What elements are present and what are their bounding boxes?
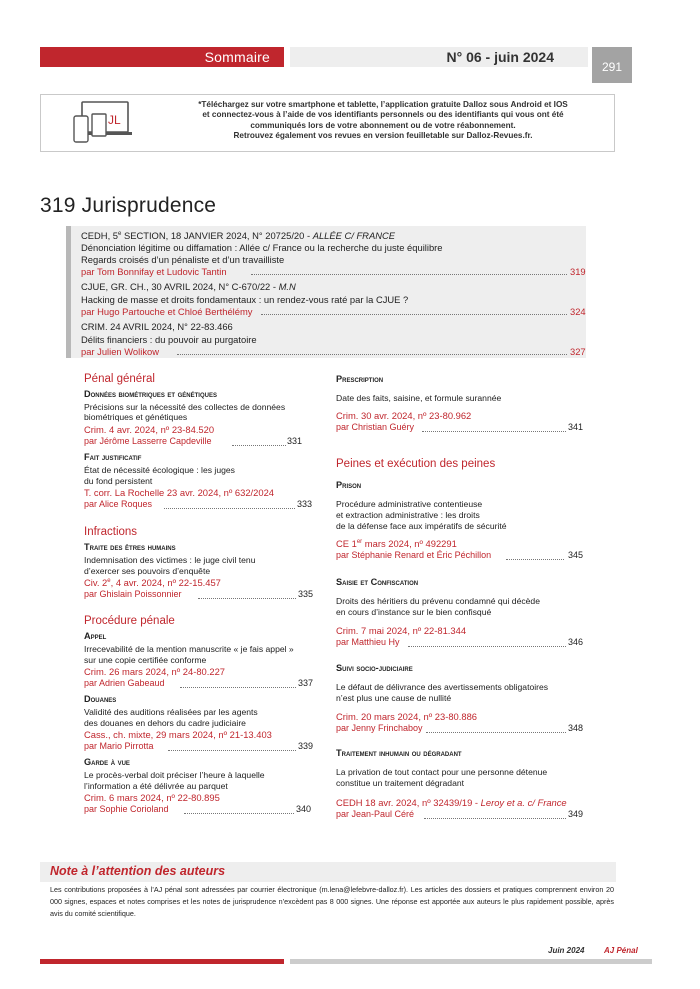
topic-description: l’information a été délivrée au parquet [84,781,228,791]
article-author[interactable]: par Jérôme Lasserre Capdeville [84,436,212,446]
topic-description: biométriques et génétiques [84,412,188,422]
footer-month: Juin 2024 [548,946,585,955]
footer-bar [290,959,652,964]
app-promo-text [160,100,606,142]
topic-heading: Prescription [336,374,384,384]
article-page[interactable]: 337 [298,678,314,688]
topic-heading: Garde à vue [84,757,130,767]
dot-leader [164,508,295,509]
article-title: Dénonciation légitime ou diffamation : Allée c/ France ou la recherche du juste équilibre [81,242,443,253]
topic-description: constitue un traitement dégradant [336,778,465,788]
case-reference: CRIM. 24 AVRIL 2024, N° 22-83.466 [81,321,233,332]
page-number: 291 [592,47,632,83]
article-author[interactable]: par Christian Guéry [336,422,415,432]
article-page[interactable]: 335 [298,589,314,599]
dot-leader [232,445,286,446]
article-page[interactable]: 341 [568,422,584,432]
article-author[interactable]: par Alice Roques [84,499,153,509]
promo-line: et connectez-vous à l’aide de vos identifiants personnels ou des identifiants qui vous ont été [202,110,564,120]
dot-leader [408,646,566,647]
topic-description: et extraction administrative : les droits [336,510,480,520]
topic-heading: Saisie et Confiscation [336,577,419,587]
court-reference: Crim. 20 mars 2024, nº 23-80.886 [336,711,477,722]
article-author[interactable]: par Hugo Partouche et Chloé Berthélémy [81,306,253,317]
topic-description: Procédure administrative contentieuse [336,499,483,509]
topic-heading: Appel [84,631,107,641]
promo-line: communiqués lors de votre abonnement ou de votre réabonnement. [250,120,516,130]
dot-leader [180,687,296,688]
topic-heading: Douanes [84,694,117,704]
court-reference: Crim. 7 mai 2024, nº 22-81.344 [336,625,467,636]
svg-text:JL: JL [108,113,121,127]
topic-description: du fond persistent [84,476,153,486]
dot-leader [251,274,567,275]
case-reference: CEDH, 5e SECTION, 18 JANVIER 2024, N° 20725/20 - ALLÉE C/ FRANCE [81,230,396,242]
article-page[interactable]: 331 [287,436,303,446]
article-author[interactable]: par Matthieu Hy [336,637,400,647]
article-author[interactable]: par Sophie Corioland [84,804,169,814]
dot-leader [426,732,566,733]
article-page[interactable]: 349 [568,809,584,819]
topic-description: des douanes en dehors du cadre judiciaire [84,718,246,728]
topic-description: La privation de tout contact pour une personne détenue [336,767,548,777]
topic-heading: Traite des êtres humains [84,542,176,552]
note-title: Note à l’attention des auteurs [50,864,226,878]
topic-description: Le défaut de délivrance des avertissements obligatoires [336,682,549,692]
category-penal-general: Pénal général [84,373,155,385]
article-author[interactable]: par Tom Bonnifay et Ludovic Tantin [81,266,227,277]
devices-icon [72,100,132,144]
dot-leader [198,598,296,599]
promo-line: *Téléchargez sur votre smartphone et tablette, l’application gratuite Dalloz sous Android et IOS [198,100,568,109]
article-page[interactable]: 327 [570,346,586,357]
article-author[interactable]: par Jean-Paul Céré [336,809,415,819]
topic-description: Indemnisation des victimes : le juge civil tenu [84,555,256,565]
topic-heading: Fait justificatif [84,452,142,462]
article-page[interactable]: 346 [568,637,584,647]
article-page[interactable]: 339 [298,741,314,751]
article-author[interactable]: par Jenny Frinchaboy [336,723,423,733]
court-reference: Crim. 26 mars 2024, nº 24-80.227 [84,666,225,677]
article-author[interactable]: par Ghislain Poissonnier [84,589,182,599]
topic-description: Date des faits, saisine, et formule surannée [336,393,502,403]
note-text: Les contributions proposées à l’AJ pénal sont adressées par courrier électronique (m.lena@lefebvre-dalloz.fr). Les articles des dossiers et pratiques comprennent environ 20 000 signes, espaces et notes comprises et les notes de jurisprudence n’excèdent pas 8 000 signes. Une réponse est apportée aux auteurs le plus rapidement possible, après avis du comité scientifique. [50,885,614,919]
article-author[interactable]: par Stéphanie Renard et Éric Péchillon [336,550,492,560]
topic-description: Irrecevabilité de la mention manuscrite « je fais appel » [84,644,294,654]
court-reference: CEDH 18 avr. 2024, nº 32439/19 - Leroy et a. c/ France [336,797,567,808]
dot-leader [424,818,566,819]
category-peines: Peines et exécution des peines [336,458,496,470]
dot-leader [506,559,564,560]
article-author[interactable]: par Adrien Gabeaud [84,678,165,688]
footer-journal: AJ Pénal [604,946,638,955]
topic-description: Validité des auditions réalisées par les agents [84,707,258,717]
dot-leader [177,354,567,355]
article-page[interactable]: 348 [568,723,584,733]
dot-leader [184,813,294,814]
court-reference: T. corr. La Rochelle 23 avr. 2024, nº 632/2024 [84,487,275,498]
article-page[interactable]: 324 [570,306,586,317]
court-reference: Crim. 4 avr. 2024, nº 23-84.520 [84,424,215,435]
dot-leader [422,431,566,432]
topic-heading: Prison [336,480,362,490]
topic-description: sur une copie certifiée conforme [84,655,207,665]
topic-description: Le procès-verbal doit préciser l’heure à laquelle [84,770,265,780]
topic-heading: Suivi socio-judiciaire [336,663,413,673]
topic-description: Droits des héritiers du prévenu condamné qui décède [336,596,540,606]
case-reference: CJUE, GR. CH., 30 AVRIL 2024, N° C-670/22 - M.N [81,281,296,292]
topic-heading: Données biométriques et génétiques [84,389,217,399]
court-reference: Cass., ch. mixte, 29 mars 2024, nº 21-13.403 [84,729,272,740]
article-page[interactable]: 345 [568,550,584,560]
topic-description: en cours d’instance sur le bien confisqué [336,607,492,617]
topic-description: de la défense face aux impératifs de sécurité [336,521,507,531]
court-reference: Crim. 30 avr. 2024, nº 23-80.962 [336,410,472,421]
topic-description: d’exercer ses pouvoirs d’enquête [84,566,211,576]
jurisprudence-block [66,226,586,358]
topic-description: État de nécessité écologique : les juges [84,465,235,475]
promo-line: Retrouvez également vos revues en version feuilletable sur Dalloz-Revues.fr. [233,131,533,141]
topic-description: Précisions sur la nécessité des collectes de données [84,402,286,412]
section-tab: Sommaire [40,47,284,67]
article-title: Hacking de masse et droits fondamentaux : un rendez-vous raté par la CJUE ? [81,294,409,305]
topic-heading: Traitement inhumain ou dégradant [336,748,462,758]
article-subtitle: Regards croisés d’un pénaliste et d’un travailliste [81,254,285,265]
article-author[interactable]: par Mario Pirrotta [84,741,154,751]
dot-leader [168,750,296,751]
court-reference: Civ. 2e, 4 avr. 2024, nº 22-15.457 [84,577,221,588]
issue-label: N° 06 - juin 2024 [290,47,588,67]
article-page[interactable]: 340 [296,804,312,814]
footer-bar [40,959,284,964]
article-title: Délits financiers : du pouvoir au purgatoire [81,334,257,345]
category-procedure-penale: Procédure pénale [84,615,175,627]
article-page[interactable]: 333 [297,499,313,509]
article-page[interactable]: 319 [570,266,586,277]
dot-leader [261,314,567,315]
category-infractions: Infractions [84,526,138,538]
court-reference: Crim. 6 mars 2024, nº 22-80.895 [84,792,220,803]
section-title: 319 Jurisprudence [40,194,217,217]
article-author[interactable]: par Julien Wolikow [81,346,159,357]
topic-description: n’est plus une cause de nullité [336,693,452,703]
court-reference: CE 1er mars 2024, nº 492291 [336,538,457,549]
